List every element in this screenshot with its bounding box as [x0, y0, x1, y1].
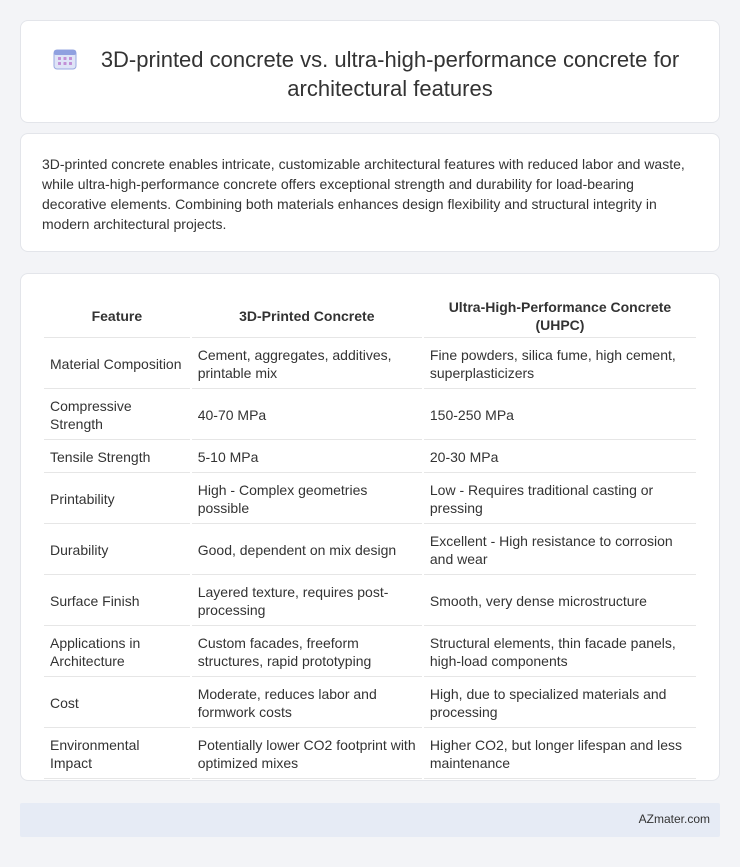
table-row: [44, 526, 696, 575]
table-row: [44, 679, 696, 728]
cell-3d-printed: High - Complex geometries possible: [192, 475, 422, 524]
cell-3d-printed: Potentially lower CO2 footprint with optimized mixes: [192, 730, 422, 779]
cell-3d-printed: Custom facades, freeform structures, rapid prototyping: [192, 628, 422, 677]
cell-feature: Environmental Impact: [44, 730, 190, 779]
header-3d-printed: 3D-Printed Concrete: [192, 295, 422, 338]
table-row: [44, 442, 696, 473]
table-row: [44, 391, 696, 440]
cell-3d-printed: 5-10 MPa: [192, 442, 422, 473]
header-feature: Feature: [44, 295, 190, 338]
cell-uhpc: Higher CO2, but longer lifespan and less maintenance: [424, 730, 696, 779]
cell-uhpc: Excellent - High resistance to corrosion and wear: [424, 526, 696, 575]
comparison-card: [20, 273, 720, 781]
footer-site-link[interactable]: AZmater.com: [638, 812, 710, 826]
cell-feature: Applications in Architecture: [44, 628, 190, 677]
comparison-table: [42, 293, 698, 781]
cell-feature: Durability: [44, 526, 190, 575]
cell-uhpc: Low - Requires traditional casting or pressing: [424, 475, 696, 524]
title-card: [20, 20, 720, 123]
cell-3d-printed: Cement, aggregates, additives, printable mix: [192, 340, 422, 389]
cell-uhpc: High, due to specialized materials and processing: [424, 679, 696, 728]
cell-feature: Printability: [44, 475, 190, 524]
cell-3d-printed: Good, dependent on mix design: [192, 526, 422, 575]
cell-3d-printed: 40-70 MPa: [192, 391, 422, 440]
cell-feature: Material Composition: [44, 340, 190, 389]
page-title: 3D-printed concrete vs. ultra-high-performance concrete for architectural features: [100, 47, 680, 101]
footer: [20, 803, 720, 837]
intro-card: [20, 133, 720, 252]
intro-paragraph: 3D-printed concrete enables intricate, customizable architectural features with reduced labor and waste, while ultra-high-performance concrete offers exceptional strength and durability for load-bearing decorative elements. Combining both materials enhances design flexibility and structural integrity in modern architectural projects.: [42, 156, 685, 232]
cell-uhpc: 150-250 MPa: [424, 391, 696, 440]
table-row: [44, 628, 696, 677]
cell-3d-printed: Moderate, reduces labor and formwork costs: [192, 679, 422, 728]
table-row: [44, 730, 696, 779]
cell-3d-printed: Layered texture, requires post-processing: [192, 577, 422, 626]
table-row: [44, 475, 696, 524]
table-row: [44, 340, 696, 389]
cell-uhpc: Smooth, very dense microstructure: [424, 577, 696, 626]
cell-uhpc: 20-30 MPa: [424, 442, 696, 473]
cell-uhpc: Structural elements, thin facade panels, high-load components: [424, 628, 696, 677]
cell-feature: Surface Finish: [44, 577, 190, 626]
cell-feature: Compressive Strength: [44, 391, 190, 440]
header-uhpc: Ultra-High-Performance Concrete (UHPC): [424, 295, 696, 338]
table-row: [44, 577, 696, 626]
cell-uhpc: Fine powders, silica fume, high cement, superplasticizers: [424, 340, 696, 389]
cell-feature: Cost: [44, 679, 190, 728]
cell-feature: Tensile Strength: [44, 442, 190, 473]
table-header-row: [44, 295, 696, 338]
